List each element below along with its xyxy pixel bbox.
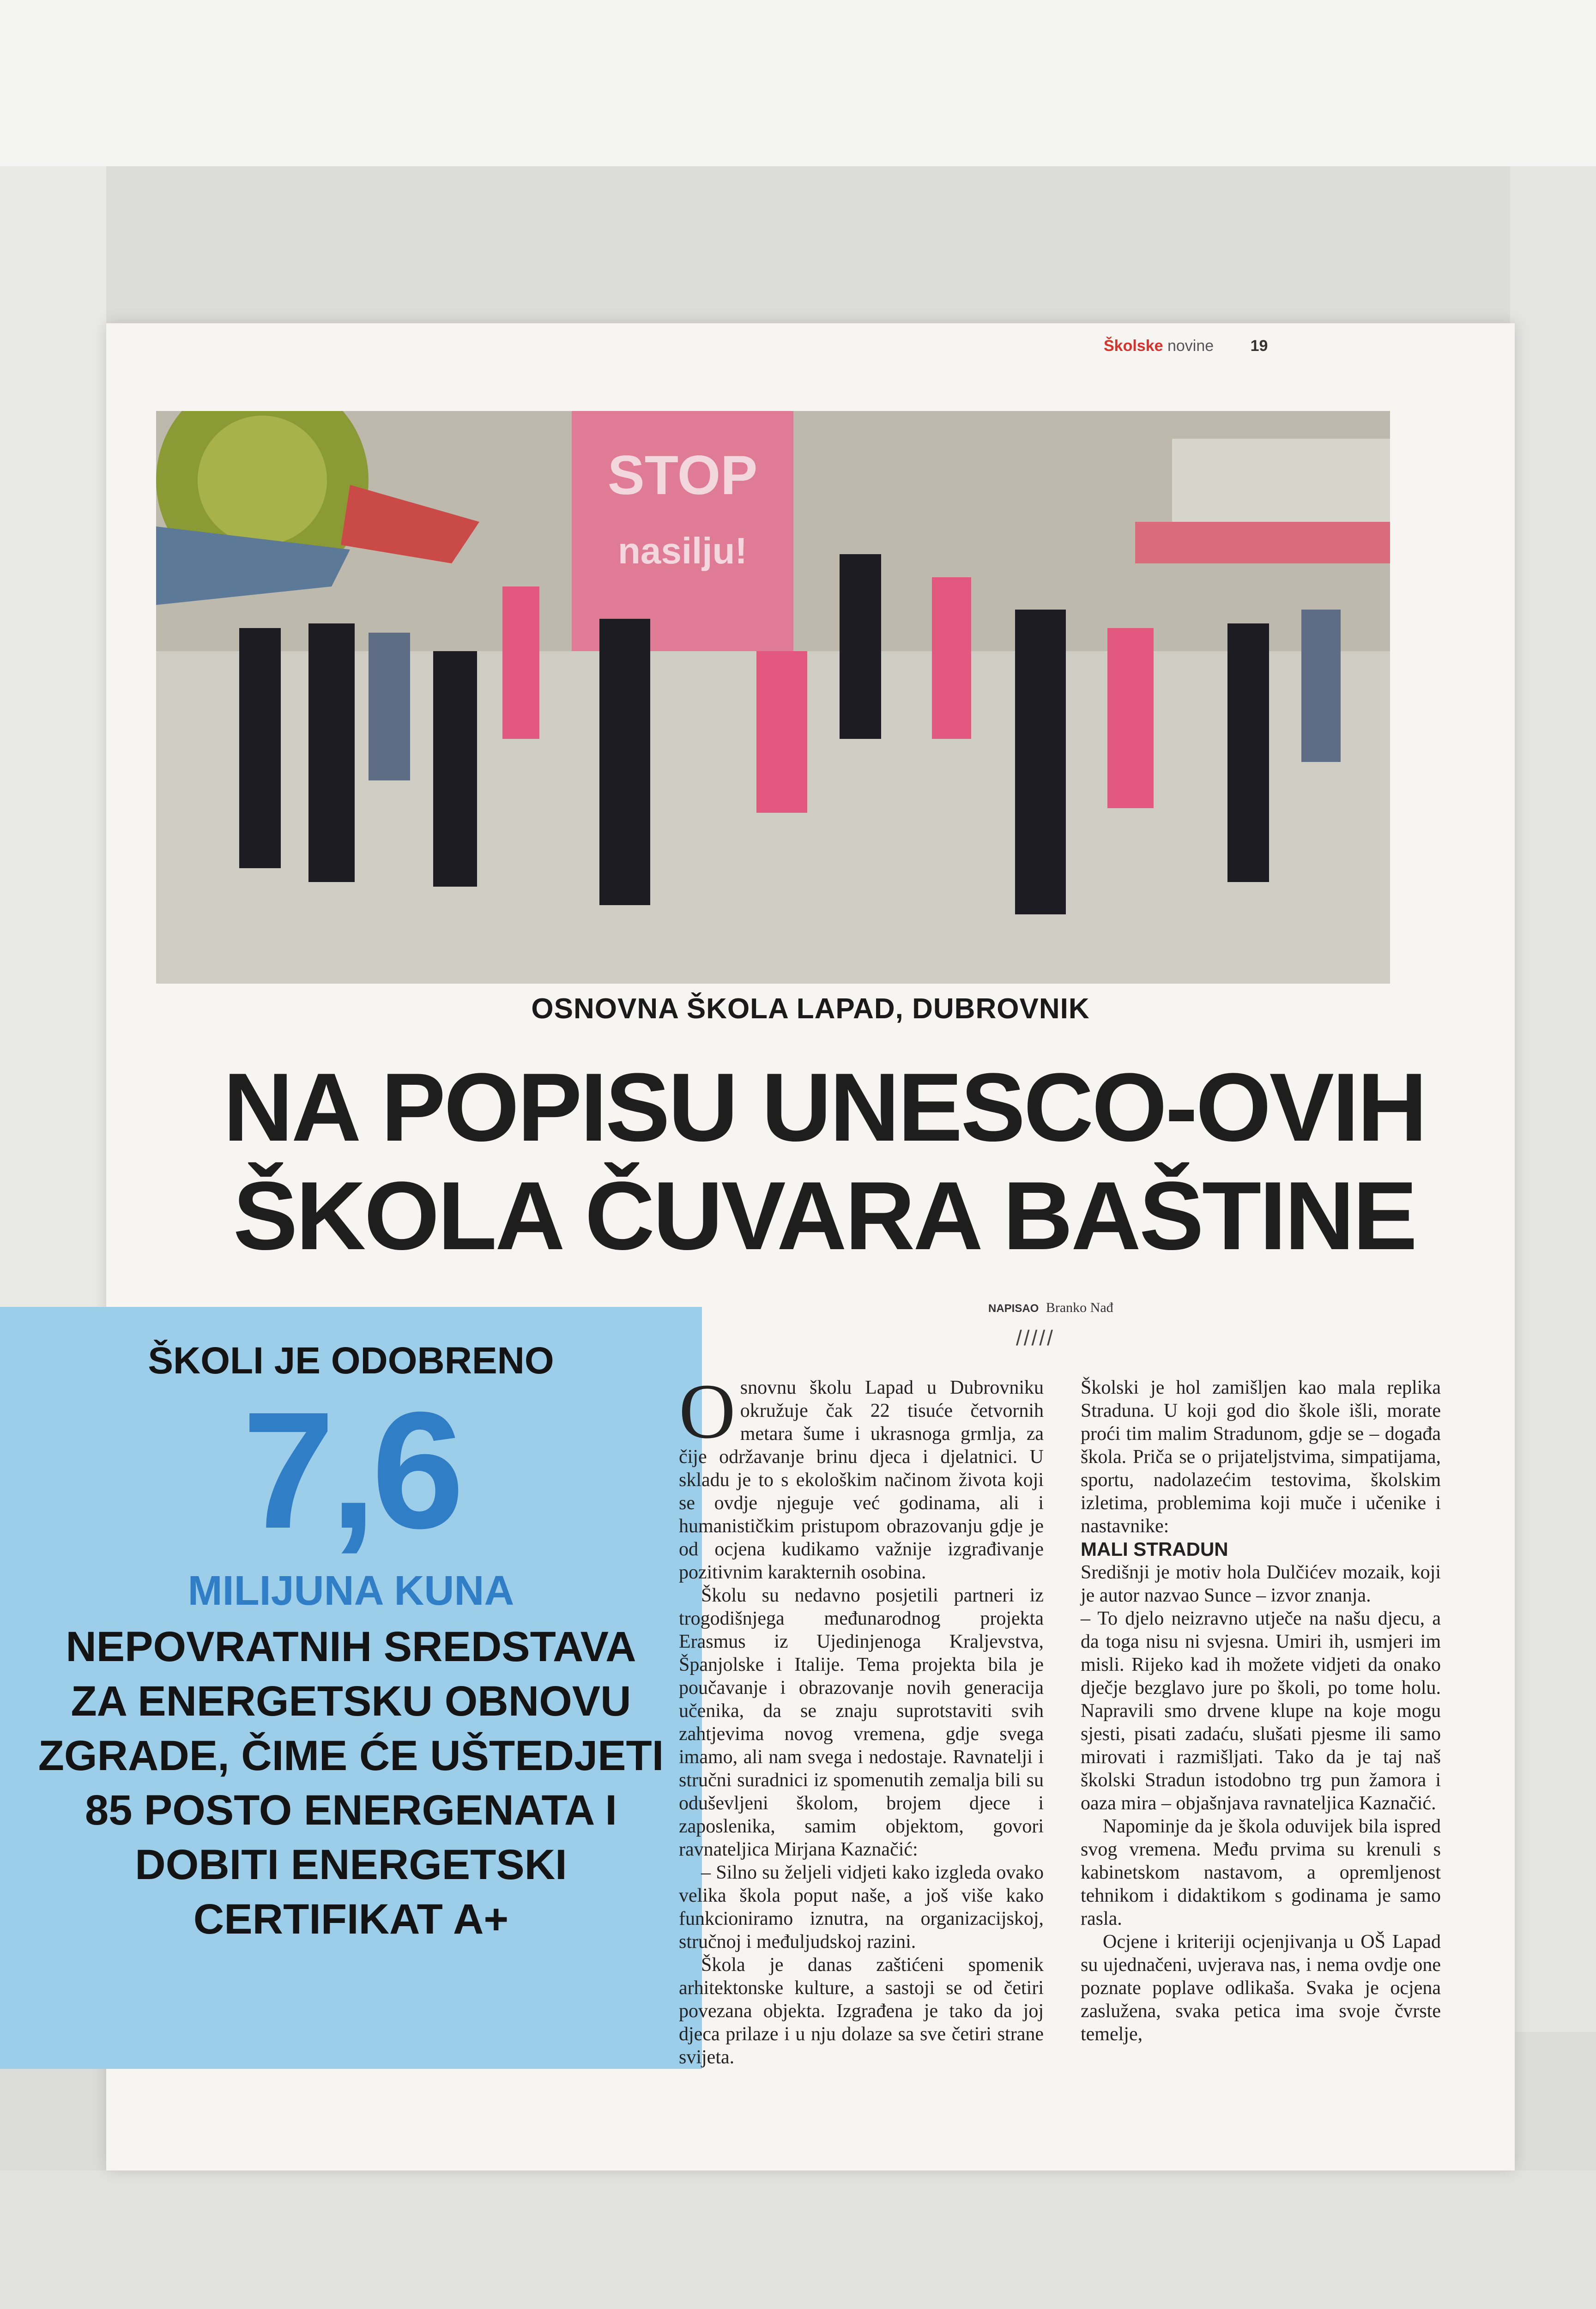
article-photo [156,411,1390,984]
paragraph [679,1368,1044,1584]
masthead [1104,337,1268,355]
paragraph: Školski je hol zamišljen kao mala replika Straduna. U koji god dio škole išli, morate proći tim malim Stradunom, gdje se – događa škola. Priča se o prijateljstvima, simpatijama, sportu, nadolazećim testovima, školskim izletima, problemima koji muče i učenike i nastavnike: [1081,1377,1441,1537]
byline-divider: ///// [1016,1326,1055,1350]
desk-background-bottom [0,2170,1596,2309]
info-box [0,1307,702,2069]
paragraph-text: snovnu školu Lapad u Dubrovniku okružuje čak 22 tisuće četvornih metara šume i ukrasnoga grmlja, za čije održavanje brinu djeca i djelatnici. U skladu je to s ekološkim načinom života koji se ovdje njeguje već godinama, ali i humanističkim pristupom obrazovanju gdje je od ocjena kudikamo važnije izgrađivanje pozitivnim karakternih osobina. [679,1377,1044,1583]
paragraph: Središnji je motiv hola Dulčićev mozaik, koji je autor nazvao Sunce – izvor znanja. [1081,1562,1441,1606]
info-box-title: ŠKOLI JE ODOBRENO [148,1340,554,1382]
byline-author: Branko Nađ [1046,1300,1113,1315]
masthead-section: novine [1167,337,1214,355]
article-kicker: OSNOVNA ŠKOLA LAPAD, DUBROVNIK [531,993,1090,1025]
paragraph: Školu su nedavno posjetili partneri iz trogodišnjega međunarodnog projekta Erasmus iz Ujedinjenoga Kraljevstva, Španjolske i Italije. Tema projekta bila je poučavanje i obrazovanje novih generacija učenika, da se znaju suprotstaviti svih zahtjevima novog vremena, gdje svega imamo, ali nam svega i nedostaje. Ravnatelji i stručni suradnici iz spomenutih zemalja bili su oduševljeni školom, brojem djece i zaposlenika, samim objektom, govori ravnateljica Mirjana Kaznačić: [679,1585,1044,1860]
masthead-brand: Školske [1104,337,1163,355]
article-column-2 [1081,1376,1441,2046]
desk-background-right [1510,166,1596,2032]
photo-illustration [156,411,1390,984]
article-headline [134,1053,1515,1270]
headline-line-1: NA POPISU UNESCO-OVIH [223,1053,1426,1161]
paragraph: – Silno su željeli vidjeti kako izgleda ovako velika škola poput naše, a još više kako funkcioniramo iznutra, na organizacijskoj, stručnoj i međuljudskoj razini. [679,1862,1044,1952]
byline-label: NAPISAO [988,1302,1039,1315]
subheading: MALI STRADUN [1081,1538,1228,1560]
desk-background-top [0,0,1596,166]
paragraph: – To djelo neizravno utječe na našu djecu, a da toga nisu ni svjesna. Umiri ih, usmjeri im misli. Rijeko kad ih možete vidjeti da onako dječje bezglavo jure po školi, po tome holu. Napravili smo drvene klupe na koje mogu sjesti, pisati zadaću, slušati pjesme ili samo mirovati i razmišljati. Tako da je taj naš školski Stradun istodobno trg pun žamora i oaza mira – objašnjava ravnateljica Kaznačić. [1081,1608,1441,1814]
info-box-number: 7,6 [242,1378,460,1563]
info-box-unit: MILIJUNA KUNA [187,1568,514,1614]
sign-text-stop: STOP [607,444,758,506]
paragraph: Ocjene i kriteriji ocjenjivanja u OŠ Lapad su ujednačeni, uvjerava nas, i nema ovdje one poznate poplave odlikaša. Svaka je ocjena zaslužena, svaka petica ima svoje čvrste temelje, [1081,1931,1441,2045]
byline [988,1300,1113,1316]
sign-text-nasilju: nasilju! [617,530,748,571]
info-box-description: NEPOVRATNIH SREDSTAVA ZA ENERGETSKU OBNOVU ZGRADE, ČIME ĆE UŠTEDJETI 85 POSTO ENERGENATA I DOBITI ENERGETSKI CERTIFIKAT A+ [38,1623,664,1943]
newspaper-page [38,323,1515,2170]
article-column-1 [679,1368,1044,2069]
paragraph: Napominje da je škola oduvijek bila ispred svog vremena. Među prvima su krenuli s kabinetskom nastavom, a opremljenost tehnikom i didaktikom s godinama je samo rasla. [1081,1816,1441,1929]
page-number: 19 [1250,337,1268,355]
paragraph: Škola je danas zaštićeni spomenik arhitektonske kulture, a sastoji se od četiri povezana objekta. Izgrađena je tako da joj djeca prilaze i u nju dolaze sa sve četiri strane svijeta. [679,1954,1044,2068]
headline-line-2: ŠKOLA ČUVARA BAŠTINE [233,1161,1416,1270]
drop-cap: O [679,1368,736,1455]
